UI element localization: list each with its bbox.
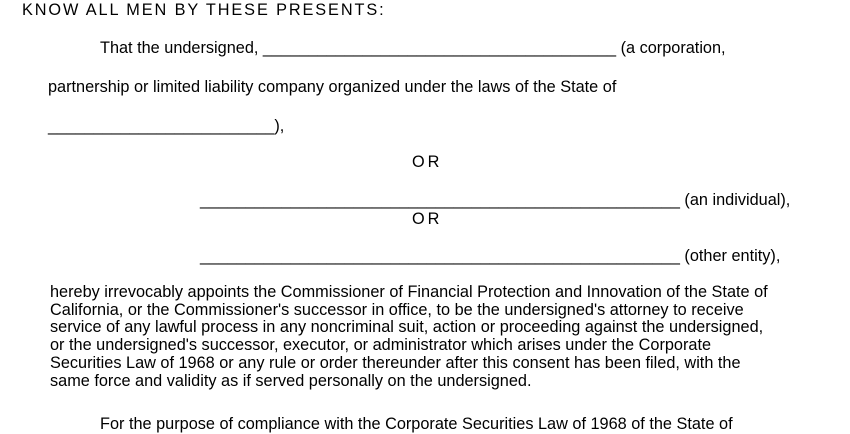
paragraph-line: California, or the Commissioner's successor in office, to be the undersigned's attorney to receive: [50, 300, 744, 319]
paragraph-line: Securities Law of 1968 or any rule or order thereunder after this consent has been filed, with the: [50, 353, 741, 372]
paragraph-line: or the undersigned's successor, executor, or administrator which arises under the Corporate: [50, 336, 712, 355]
partnership-line: partnership or limited liability company organized under the laws of the State of: [48, 78, 617, 96]
individual-line: _____________________________________________________ (an individual),: [200, 191, 791, 209]
paragraph-line: service of any lawful process in any noncriminal suit, action or proceeding against the undersigned,: [50, 318, 764, 337]
or-separator-2: OR: [412, 210, 443, 228]
paragraph-line: same force and validity as if served personally on the undersigned.: [50, 371, 532, 390]
appointment-paragraph: [50, 284, 810, 390]
paragraph-line: hereby irrevocably appoints the Commissioner of Financial Protection and Innovation of the State of: [50, 283, 768, 301]
other-entity-line: _____________________________________________________ (other entity),: [200, 247, 781, 265]
compliance-paragraph-start: For the purpose of compliance with the Corporate Securities Law of 1968 of the State of: [100, 415, 733, 433]
undersigned-name-line: That the undersigned, _______________________________________ (a corporation,: [100, 39, 726, 57]
state-blank-line: _________________________),: [48, 117, 285, 135]
or-separator-1: OR: [412, 153, 443, 171]
document-heading: KNOW ALL MEN BY THESE PRESENTS:: [22, 1, 386, 19]
